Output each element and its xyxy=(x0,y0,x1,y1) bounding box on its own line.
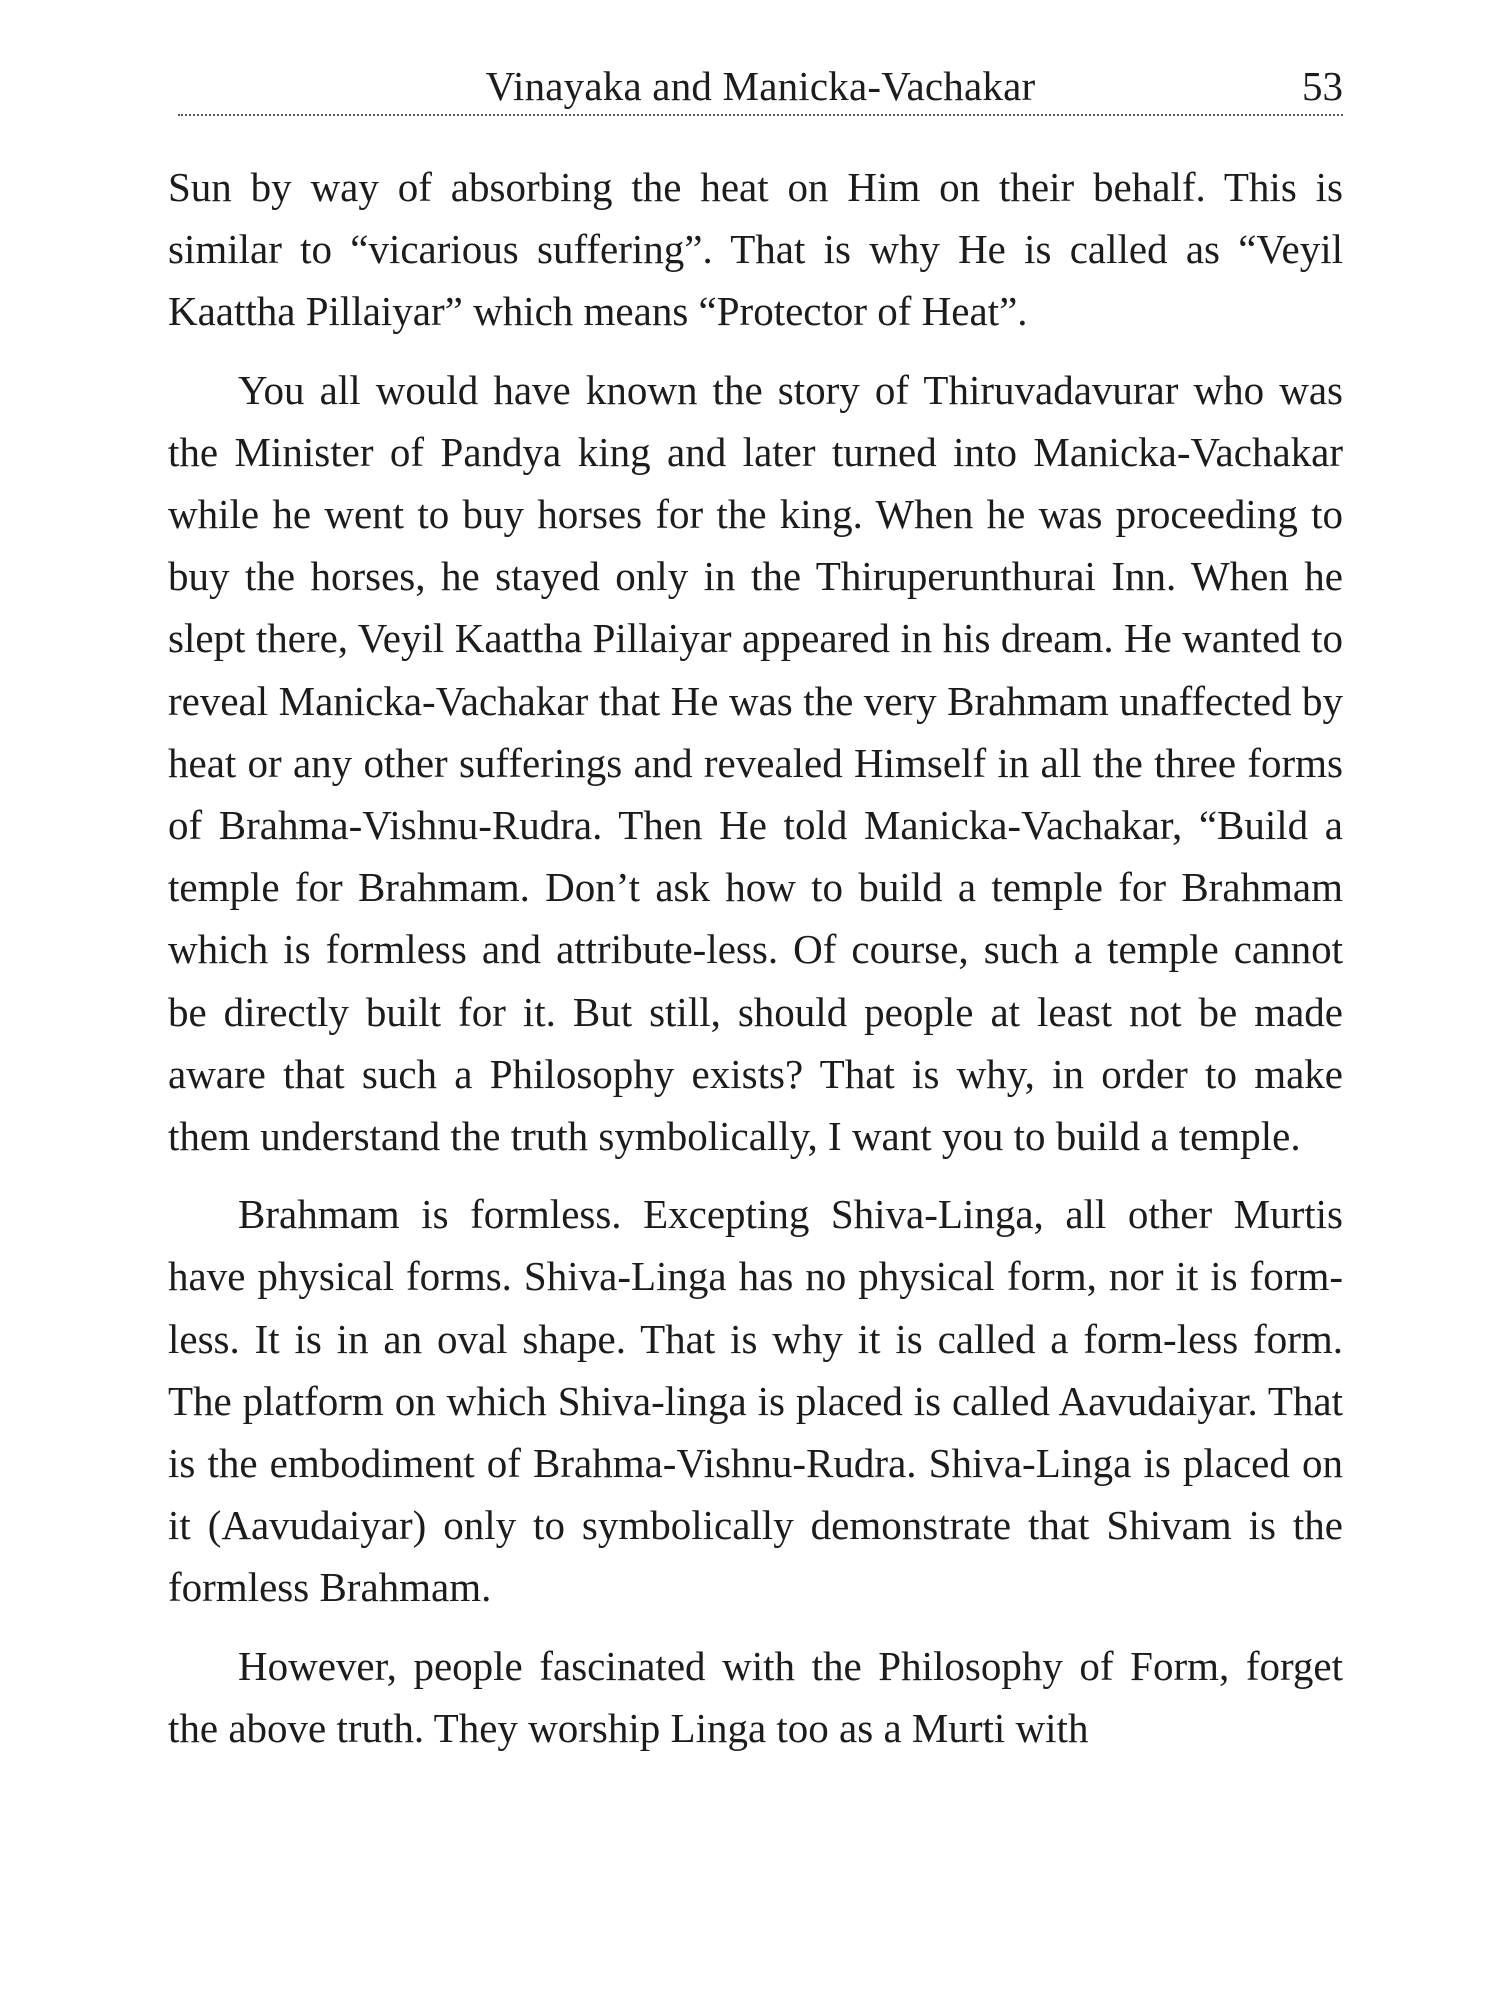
header-divider xyxy=(178,114,1343,116)
body-text xyxy=(168,156,1343,1775)
paragraph-2: You all would have known the story of Thiruvadavurar who was the Minister of Pandya king and later turned into Manicka-Vachakar while he went to buy horses for the king. When he was proceeding to buy the horses, he stayed only in the Thiruperunthurai Inn. When he slept there, Veyil Kaattha Pillaiyar appeared in his dream. He wanted to reveal Manicka-Vachakar that He was the very Brahmam unaffected by heat or any other sufferings and revealed Himself in all the three forms of Brahma-Vishnu-Rudra. Then He told Manicka-Vachakar, “Build a temple for Brahmam. Don’t ask how to build a temple for Brahmam which is formless and attribute-less. Of course, such a temple cannot be directly built for it. But still, should people at least not be made aware that such a Philosophy exists? That is why, in order to make them understand the truth symbolically, I want you to build a temple. xyxy=(168,366,1343,1160)
paragraph-4: However, people fascinated with the Philosophy of Form, forget the above truth. They worship Linga too as a Murti with xyxy=(168,1642,1343,1751)
chapter-title: Vinayaka and Manicka-Vachakar xyxy=(485,63,1036,109)
paragraph-1: Sun by way of absorbing the heat on Him on their behalf. This is similar to “vicarious suffering”. That is why He is called as “Veyil Kaattha Pillaiyar” which means “Protector of Heat”. xyxy=(168,164,1343,335)
page-number: 53 xyxy=(1302,63,1343,109)
running-header xyxy=(178,56,1343,116)
paragraph-3: Brahmam is formless. Excepting Shiva-Linga, all other Murtis have physical forms. Shiva-Linga has no physical form, nor it is form-less. It is in an oval shape. That is why it is called a form-less form. The platform on which Shiva-linga is placed is called Aavudaiyar. That is the embodiment of Brahma-Vishnu-Rudra. Shiva-Linga is placed on it (Aavudaiyar) only to symbolically demonstrate that Shivam is the formless Brahmam. xyxy=(168,1191,1343,1611)
